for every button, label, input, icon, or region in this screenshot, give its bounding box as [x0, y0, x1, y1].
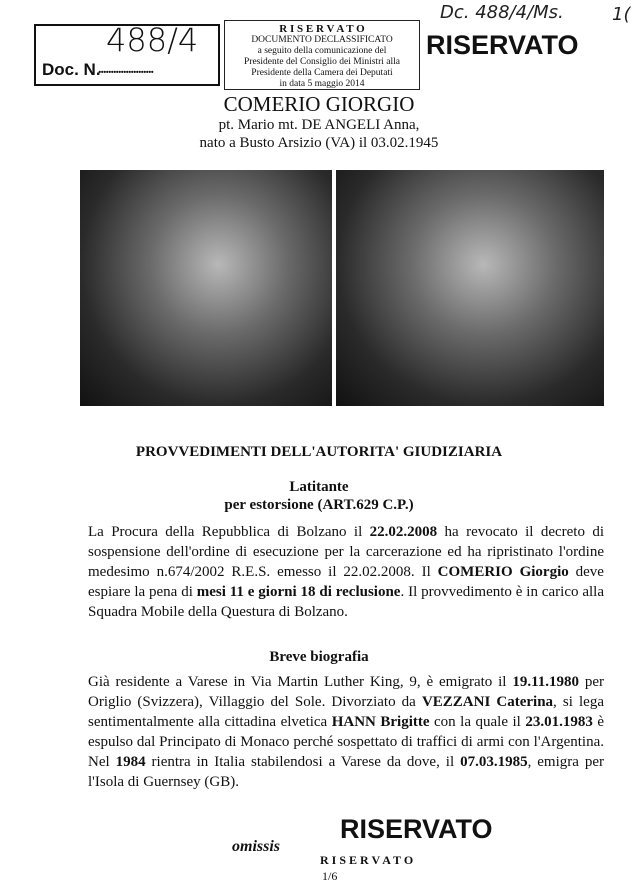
- bold-text-segment: VEZZANI Caterina: [421, 694, 554, 710]
- text-segment: , emigra per l'Isola di Guernsey (GB).: [88, 754, 604, 790]
- stamp-line: Presidente del Consiglio dei Ministri alla: [244, 57, 400, 67]
- subject-birth: nato a Busto Arsizio (VA) il 03.02.1945: [199, 135, 439, 151]
- text-segment: , si lega sentimentalmente alla cittadina elvetica: [88, 694, 604, 730]
- bio-title: Breve biografia: [269, 649, 369, 665]
- subject-parents: pt. Mario mt. DE ANGELI Anna,: [218, 117, 420, 133]
- text-segment: con la quale il: [429, 714, 526, 730]
- bold-text-segment: 1984: [115, 754, 146, 770]
- text-segment: La Procura della Repubblica di Bolzano il: [88, 524, 370, 540]
- bold-text-segment: COMERIO Giorgio: [437, 564, 569, 580]
- profile-photo: [80, 170, 332, 406]
- stamp-line: Presidente della Camera dei Deputati: [251, 68, 393, 78]
- stamp-line: in data 5 maggio 2014: [279, 79, 365, 89]
- subject-name: COMERIO GIORGIO: [223, 92, 415, 116]
- stamp-line: a seguito della comunicazione del: [257, 46, 387, 56]
- text-segment: Già residente a Varese in Via Martin Luther King, 9, è emigrato il: [88, 674, 513, 690]
- text-segment: deve espiare la pena di: [88, 564, 604, 600]
- section-title: PROVVEDIMENTI DELL'AUTORITA' GIUDIZIARIA: [135, 444, 503, 460]
- doc-number-handwritten: 488/4: [106, 21, 199, 59]
- text-segment: ha revocato il decreto di sospensione dell'ordine di esecuzione per la carcerazione ed ha ripristinato l'ordine medesimo n.674/2002 R.E.S. emesso il 22.02.2008. Il: [88, 524, 605, 580]
- handwritten-reference: Dc. 488/4/Ms.: [440, 2, 564, 23]
- bold-text-segment: 19.11.1980: [512, 674, 579, 690]
- bold-text-segment: mesi 11 e giorni 18 di reclusione: [196, 584, 401, 600]
- page-number: 1/6: [322, 869, 338, 883]
- handwritten-page: 1(: [612, 4, 631, 25]
- stamp-line: DOCUMENTO DECLASSIFICATO: [251, 35, 393, 45]
- status-charge: per estorsione (ART.629 C.P.): [224, 497, 414, 513]
- bold-text-segment: 22.02.2008: [369, 524, 438, 540]
- doc-number-dots: ......................: [98, 62, 153, 77]
- status-title: Latitante: [289, 479, 349, 495]
- text-segment: per Origlio (Svizzera), Villaggio del Sole. Divorziato da: [88, 674, 604, 710]
- footer-stamp: R I S E R V A T O: [320, 853, 414, 867]
- bold-text-segment: HANN Brigitte: [331, 714, 430, 730]
- header-classification: RISERVATO: [426, 30, 579, 60]
- text-segment: è espulso dal Principato di Monaco perché sospettato di traffici di armi con l'Argentina. Nel: [88, 714, 604, 770]
- bold-text-segment: 23.01.1983: [525, 714, 593, 730]
- paragraph-provvedimento: [88, 522, 604, 622]
- text-segment: rientra in Italia stabilendosi a Varese da dove, il: [145, 754, 461, 770]
- paragraph-biography: [88, 672, 604, 792]
- doc-number-label: Doc. N.: [42, 60, 101, 79]
- text-segment: . Il provvedimento è in carico alla Squadra Mobile della Questura di Bolzano.: [88, 584, 604, 620]
- document-number-box: [34, 21, 220, 86]
- frontal-photo: [336, 170, 604, 406]
- footer-classification: RISERVATO: [340, 814, 493, 844]
- stamp-overlay: R I S E R V A T O: [279, 23, 365, 35]
- bold-text-segment: 07.03.1985: [460, 754, 528, 770]
- declassification-stamp: [224, 20, 420, 90]
- omissis-note: omissis: [232, 838, 281, 855]
